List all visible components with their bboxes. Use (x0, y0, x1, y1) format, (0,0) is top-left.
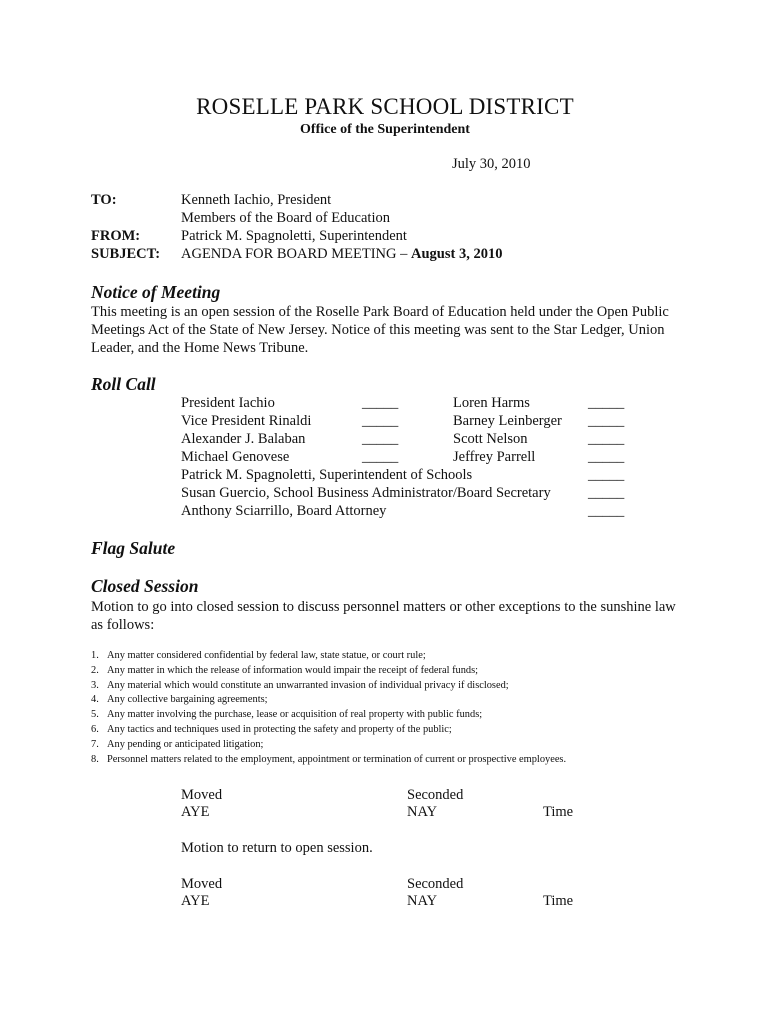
time-label: Time (543, 804, 574, 820)
roll-call-blank: _____ (588, 395, 625, 411)
flag-salute-heading: Flag Salute (91, 538, 176, 558)
notice-heading: Notice of Meeting (91, 282, 221, 302)
document-title: ROSELLE PARK SCHOOL DISTRICT (196, 94, 574, 119)
list-item: 3. Any material which would constitute an unwarranted invasion of individual privacy if disclosed; (91, 679, 509, 691)
roll-call-blank: _____ (588, 449, 625, 465)
time-label: Time (543, 893, 574, 909)
from-value: Patrick M. Spagnoletti, Superintendent (181, 228, 407, 244)
seconded-label: Seconded (407, 876, 464, 892)
roll-call-blank: _____ (362, 431, 399, 447)
roll-call-member: Michael Genovese (181, 449, 290, 465)
list-item: 2. Any matter in which the release of information would impair the receipt of federal funds; (91, 664, 479, 676)
aye-label: AYE (181, 804, 210, 820)
roll-call-member: Vice President Rinaldi (181, 413, 312, 429)
list-item: 4. Any collective bargaining agreements; (91, 694, 268, 706)
moved-label: Moved (181, 787, 223, 803)
subject-value: AGENDA FOR BOARD MEETING – August 3, 2010 (181, 246, 503, 262)
notice-text: This meeting is an open session of the Roselle Park Board of Education held under the Open Public Meetings Act of the State of New Jersey. Notice of this meeting was sent to the Star Ledger, Union Leader, and the Home News Tribune. (91, 304, 669, 356)
nay-label: NAY (407, 804, 438, 820)
roll-call-blank: _____ (362, 395, 399, 411)
roll-call-member: President Iachio (181, 395, 275, 411)
to-recipient-2: Members of the Board of Education (181, 210, 390, 226)
subject-date: August 3, 2010 (411, 246, 503, 262)
roll-call-blank: _____ (588, 431, 625, 447)
roll-call-member: Barney Leinberger (453, 413, 562, 429)
roll-call-member: Alexander J. Balaban (181, 431, 306, 447)
roll-call-heading: Roll Call (91, 374, 156, 394)
to-recipient: Kenneth Iachio, President (181, 192, 332, 208)
closed-session-text: Motion to go into closed session to discuss personnel matters or other exceptions to the sunshine law as follows: (91, 599, 676, 633)
moved-label: Moved (181, 876, 223, 892)
list-item: 7. Any pending or anticipated litigation; (91, 738, 264, 750)
list-item: 8. Personnel matters related to the employment, appointment or termination of current or prospective employees. (91, 753, 567, 765)
roll-call-member: Jeffrey Parrell (453, 449, 536, 465)
subject-label: SUBJECT: (91, 246, 161, 262)
list-item: 6. Any tactics and techniques used in protecting the safety and property of the public; (91, 723, 452, 735)
roll-call-official: Patrick M. Spagnoletti, Superintendent of Schools (181, 467, 473, 483)
exceptions-list (91, 649, 731, 767)
closed-session-heading: Closed Session (91, 576, 199, 596)
roll-call-official: Susan Guercio, School Business Administrator/Board Secretary (181, 485, 551, 501)
list-item: 5. Any matter involving the purchase, lease or acquisition of real property with public funds; (91, 709, 483, 721)
roll-call-member: Scott Nelson (453, 431, 528, 447)
roll-call-blank: _____ (588, 503, 625, 519)
list-item: 1. Any matter considered confidential by federal law, state statue, or court rule; (91, 650, 426, 661)
memo-date: July 30, 2010 (452, 156, 531, 172)
from-label: FROM: (91, 228, 141, 244)
roll-call-blank: _____ (362, 449, 399, 465)
seconded-label: Seconded (407, 787, 464, 803)
roll-call-blank: _____ (362, 413, 399, 429)
aye-label: AYE (181, 893, 210, 909)
to-label: TO: (91, 192, 117, 208)
roll-call-blank: _____ (588, 485, 625, 501)
roll-call-official: Anthony Sciarrillo, Board Attorney (181, 503, 387, 519)
return-motion-text: Motion to return to open session. (181, 840, 373, 856)
roll-call-blank: _____ (588, 467, 625, 483)
roll-call-member: Loren Harms (453, 395, 530, 411)
roll-call-blank: _____ (588, 413, 625, 429)
nay-label: NAY (407, 893, 438, 909)
office-subtitle: Office of the Superintendent (300, 122, 470, 137)
